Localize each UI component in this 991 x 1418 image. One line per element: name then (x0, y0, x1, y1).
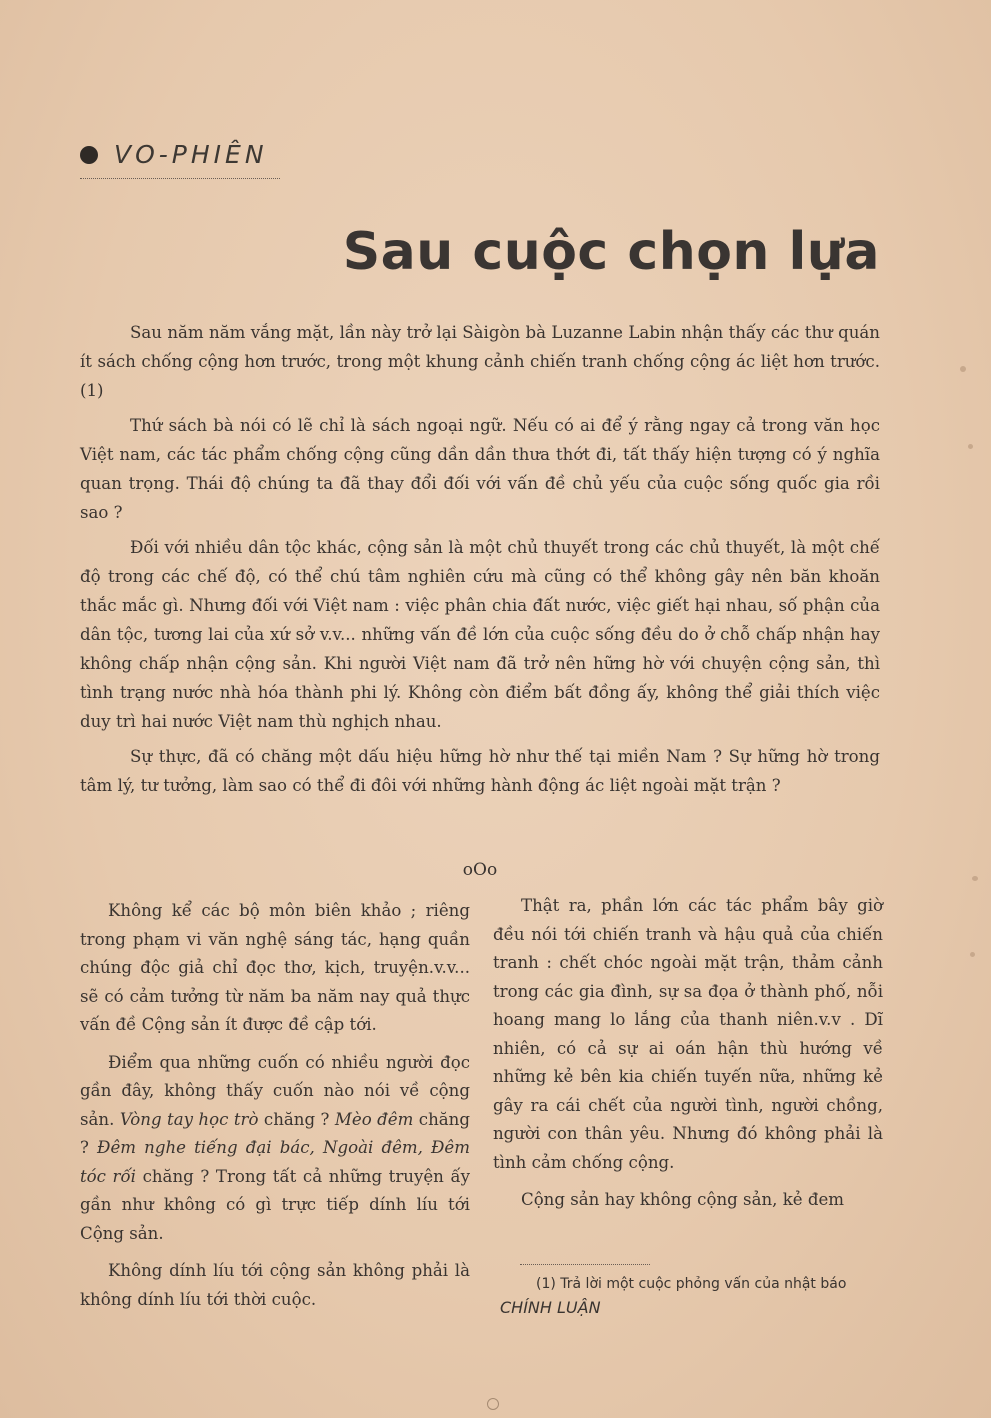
right-column (493, 892, 883, 1224)
body-paragraph: Không kể các bộ môn biên khảo ; riêng trong phạm vi văn nghệ sáng tác, hạng quần chúng độc giả chỉ đọc thơ, kịch, truyện.v.v... sẽ có cảm tưởng từ năm ba năm nay quả thực vấn đề Cộng sản ít được đề cập tới. (80, 901, 470, 1034)
footnote-divider (520, 1264, 650, 1265)
intro-paragraph: Sự thực, đã có chăng một dấu hiệu hững hờ như thế tại miền Nam ? Sự hững hờ trong tâm lý, tư tưởng, làm sao có thể đi đôi với những hành động ác liệt ngoài mặt trận ? (80, 747, 880, 795)
paper-speck (972, 876, 978, 881)
text-run: chăng ? (80, 1109, 470, 1157)
page-mark (487, 1398, 499, 1410)
paper-speck (968, 444, 973, 449)
body-paragraph: Cộng sản hay không cộng sản, kẻ đem (521, 1190, 845, 1209)
article-title: Sau cuộc chọn lựa (342, 222, 880, 282)
body-paragraph (80, 1049, 470, 1249)
intro-paragraph: Đối với nhiều dân tộc khác, cộng sản là một chủ thuyết trong các chủ thuyết, là một chế độ trong các chế độ, có thể chú tâm nghiên cứu mà cũng có thể không gây nên băn khoăn thắc mắc gì. Nhưng đối với Việt nam : việc phân chia đất nước, việc giết hại nhau, số phận của dân tộc, tương lai của xứ sở v.v... những vấn đề lớn của cuộc sống đều do ở chỗ chấp nhận hay không chấp nhận cộng sản. Khi người Việt nam đã trở nên hững hờ với chuyện cộng sản, thì tình trạng nước nhà hóa thành phi lý. Không còn điểm bất đồng ấy, không thể giải thích việc duy trì hai nước Việt nam thù nghịch nhau. (80, 538, 880, 731)
book-title: Mèo đêm (334, 1109, 414, 1129)
section-separator: oOo (462, 860, 498, 880)
bullet-icon (80, 146, 98, 164)
text-run: chăng ? Trong tất cả những truyện ấy gần như không có gì trực tiếp dính líu tới Cộng sản. (80, 1166, 471, 1243)
footnote-body: (1) Trả lời một cuộc phỏng vấn của nhật báo (536, 1276, 847, 1292)
left-column (80, 897, 470, 1323)
author-divider (80, 178, 280, 179)
body-paragraph: Thật ra, phần lớn các tác phẩm bây giờ đều nói tới chiến tranh và hậu quả của chiến tranh : chết chóc ngoài mặt trận, thảm cảnh trong các gia đình, sự sa đọa ở thành phố, nỗi hoang mang lo lắng của thanh niên.v.v . Dĩ nhiên, có cả sự ai oán hận thù hướng về những kẻ bên kia chiến tuyến nữa, những kẻ gây ra cái chết của người tình, người chồng, người con thân yêu. Nhưng đó không phải là tình cảm chống cộng. (493, 896, 883, 1172)
body-paragraph: Không dính líu tới cộng sản không phải là không dính líu tới thời cuộc. (80, 1261, 470, 1309)
intro-paragraph: Sau năm năm vắng mặt, lần này trở lại Sàigòn bà Luzanne Labin nhận thấy các thư quán ít sách chống cộng hơn trước, trong một khung cảnh chiến tranh chống cộng ác liệt hơn trước. (1) (80, 323, 880, 400)
footnote-text (500, 1272, 885, 1321)
intro-section (80, 318, 880, 806)
author-byline (80, 140, 268, 169)
text-run: Điểm qua những cuốn có nhiều người đọc gần đây, không thấy cuốn nào nói về cộng sản. (80, 1052, 470, 1129)
footnote-source: CHÍNH LUẬN (500, 1298, 601, 1317)
paper-speck (970, 952, 975, 957)
footnote (500, 1272, 885, 1321)
intro-paragraph: Thứ sách bà nói có lẽ chỉ là sách ngoại ngữ. Nếu có ai để ý rằng ngay cả trong văn học Việt nam, các tác phẩm chống cộng cũng dần dần thưa thớt đi, tất thấy hiện tượng có ý nghĩa quan trọng. Thái độ chúng ta đã thay đổi đối với vấn đề chủ yếu của cuộc sống quốc gia rồi sao ? (80, 416, 880, 522)
author-name: VO-PHIÊN (114, 140, 268, 169)
paper-speck (960, 366, 966, 372)
book-title: Vòng tay học trò (119, 1109, 259, 1129)
text-run: chăng ? (258, 1109, 335, 1129)
book-title: Đêm nghe tiếng đại bác, Ngoài đêm, Đêm tóc rối (80, 1138, 470, 1186)
